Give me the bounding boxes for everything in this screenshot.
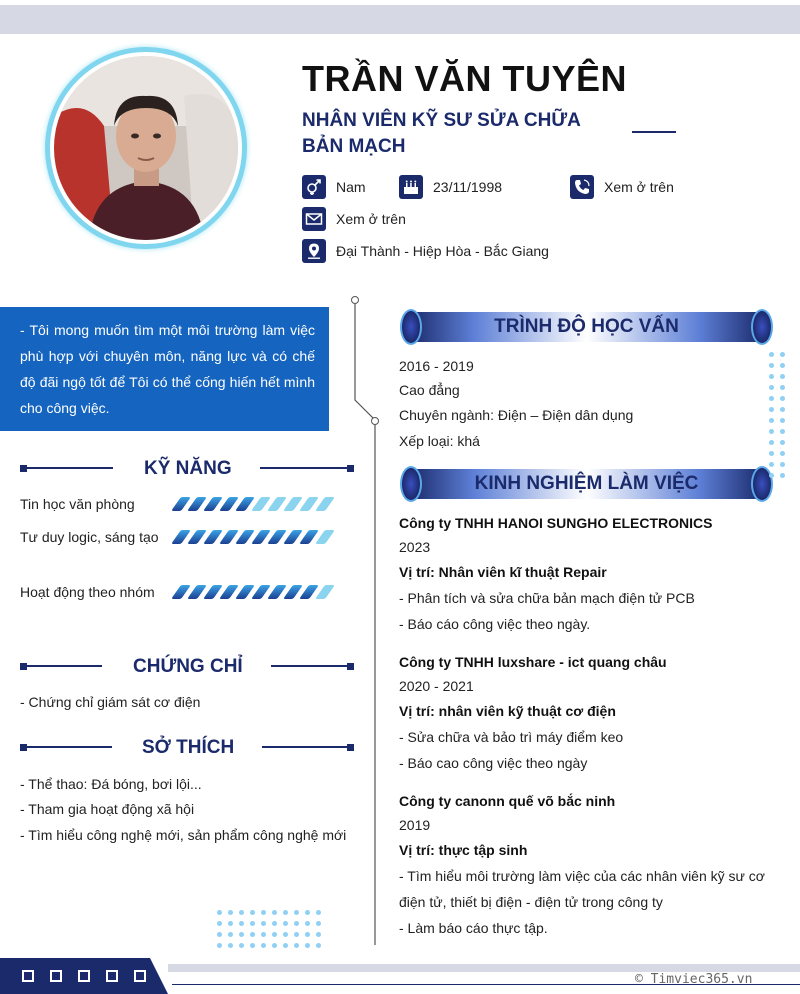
dot [769,429,774,434]
divider-line [20,746,112,748]
skill-level-bar [176,530,336,546]
divider-end [347,465,354,472]
dot [780,374,785,379]
dot [261,932,266,937]
dot [217,943,222,948]
envelope-icon [302,207,326,231]
skill-segment [315,585,335,599]
job-role: Vị trí: Nhân viên kĩ thuật Repair [399,564,607,580]
candidate-position: NHÂN VIÊN KỸ SƯ SỬA CHỮA BẢN MẠCH [302,110,581,157]
dot [228,943,233,948]
birthday-cake-icon [399,175,423,199]
dot [769,374,774,379]
dot [769,396,774,401]
job-company: Công ty TNHH luxshare - ict quang châu [399,654,667,670]
education-school: Cao đẳng [399,382,460,398]
certificate-item: - Chứng chỉ giám sát cơ điện [20,694,201,710]
email-value: Xem ở trên [336,211,406,227]
skill-level-bar [176,585,336,601]
skill-level-bar [176,497,336,513]
job-company: Công ty TNHH HANOI SUNGHO ELECTRONICS [399,515,713,531]
divider-end [347,744,354,751]
dot [250,943,255,948]
footer-square [78,970,90,982]
skill-label: Hoạt động theo nhóm [20,584,155,600]
top-band [0,5,800,34]
dot [780,451,785,456]
hobbies-title: SỞ THÍCH [142,737,235,758]
info-birthday [399,175,502,199]
dot [217,921,222,926]
dot [305,921,310,926]
career-objective: - Tôi mong muốn tìm một môi trường làm việc phù hợp với chuyên môn, năng lực và có chế độ đãi ngộ tốt để Tôi có thể cống hiến hết mình cho công việc. [0,307,329,431]
watermark: © Timviec365.vn [635,972,753,987]
job-task: - Phân tích và sửa chữa bản mạch điện tử PCB [399,590,695,606]
education-major: Chuyên ngành: Điện – Điện dân dụng [399,407,634,423]
hobby-item: - Tham gia hoạt động xã hội [20,801,195,817]
dot [272,932,277,937]
phone-value: Xem ở trên [604,179,674,195]
certificates-title: CHỨNG CHỈ [133,656,243,677]
dot-pattern [217,910,321,948]
job-task: - Báo cao công việc theo ngày [399,755,588,771]
hobby-item: - Thể thao: Đá bóng, bơi lội... [20,776,202,792]
dot [217,910,222,915]
dot [780,418,785,423]
job-task: - Sửa chữa và bảo trì máy điểm keo [399,729,624,745]
dot [780,440,785,445]
divider-end [347,663,354,670]
dot [272,910,277,915]
skill-segment [315,497,335,511]
experience-banner [400,466,773,502]
dot [769,462,774,467]
hobby-item: - Tìm hiểu công nghệ mới, sản phẩm công nghệ mới [20,827,347,843]
dot [239,943,244,948]
birthday-value: 23/11/1998 [433,179,503,195]
experience-title: KINH NGHIỆM LÀM VIỆC [474,473,699,494]
dot [283,921,288,926]
divider-line [20,467,113,469]
skill-label: Tin học văn phòng [20,496,135,512]
job-period: 2019 [399,817,431,833]
dot [769,451,774,456]
address-value: Đại Thành - Hiệp Hòa - Bắc Giang [336,243,549,259]
dot [769,363,774,368]
job-task: - Báo cáo công việc theo ngày. [399,616,591,632]
dot [272,943,277,948]
dot [316,943,321,948]
dot [780,407,785,412]
job-period: 2023 [399,539,431,555]
info-gender [302,175,366,199]
dot [250,932,255,937]
dot [283,910,288,915]
dot [261,943,266,948]
footer-square [106,970,118,982]
dot [780,396,785,401]
education-period: 2016 - 2019 [399,358,474,374]
dot [228,921,233,926]
dot [272,921,277,926]
gender-value: Nam [336,179,366,195]
dot [780,473,785,478]
dot [780,462,785,467]
dot [305,932,310,937]
dot [305,910,310,915]
education-grade: Xếp loại: khá [399,433,480,449]
dot [780,352,785,357]
dot [769,473,774,478]
education-banner [400,309,773,345]
dot [283,932,288,937]
dot [316,910,321,915]
dot [769,407,774,412]
footer-square [134,970,146,982]
location-pin-icon [302,239,326,263]
footer-square [22,970,34,982]
divider-line [271,665,353,667]
dot [283,943,288,948]
dot [228,910,233,915]
dot [316,921,321,926]
dot [228,932,233,937]
skill-segment [315,530,335,544]
job-company: Công ty canonn quế võ bắc ninh [399,793,616,809]
dot [316,932,321,937]
dot [250,910,255,915]
dot [239,921,244,926]
avatar [54,56,238,240]
info-phone [570,175,674,199]
dot [217,932,222,937]
phone-icon [570,175,594,199]
dot [294,921,299,926]
dot [294,932,299,937]
footer-line [168,964,800,972]
dot [305,943,310,948]
job-role: Vị trí: nhân viên kỹ thuật cơ điện [399,703,616,719]
dot [239,910,244,915]
dot [769,418,774,423]
skills-title: KỸ NĂNG [144,458,232,479]
dot [780,385,785,390]
dot [261,921,266,926]
dot [250,921,255,926]
job-task: điện tử, thiết bị điện - điện tử trong công ty [399,894,663,910]
divider-line [262,746,353,748]
candidate-name: TRẦN VĂN TUYÊN [302,58,628,99]
info-email [302,207,406,231]
dot [769,352,774,357]
divider-line [260,467,353,469]
dot [239,932,244,937]
divider-line [20,665,102,667]
gender-icon [302,175,326,199]
dot [294,943,299,948]
job-task: - Tìm hiểu môi trường làm việc của các nhân viên kỹ sư cơ [399,868,765,884]
job-period: 2020 - 2021 [399,678,474,694]
info-address [302,239,549,263]
dot [769,440,774,445]
job-role: Vị trí: thực tập sinh [399,842,528,858]
position-underline [632,131,676,133]
job-task: - Làm báo cáo thực tập. [399,920,548,936]
dot [294,910,299,915]
dot [780,429,785,434]
dot-pattern [769,352,785,478]
dot [780,363,785,368]
education-title: TRÌNH ĐỘ HỌC VẤN [494,316,679,337]
skill-label: Tư duy logic, sáng tạo [20,529,159,545]
footer-square [50,970,62,982]
dot [769,385,774,390]
dot [261,910,266,915]
